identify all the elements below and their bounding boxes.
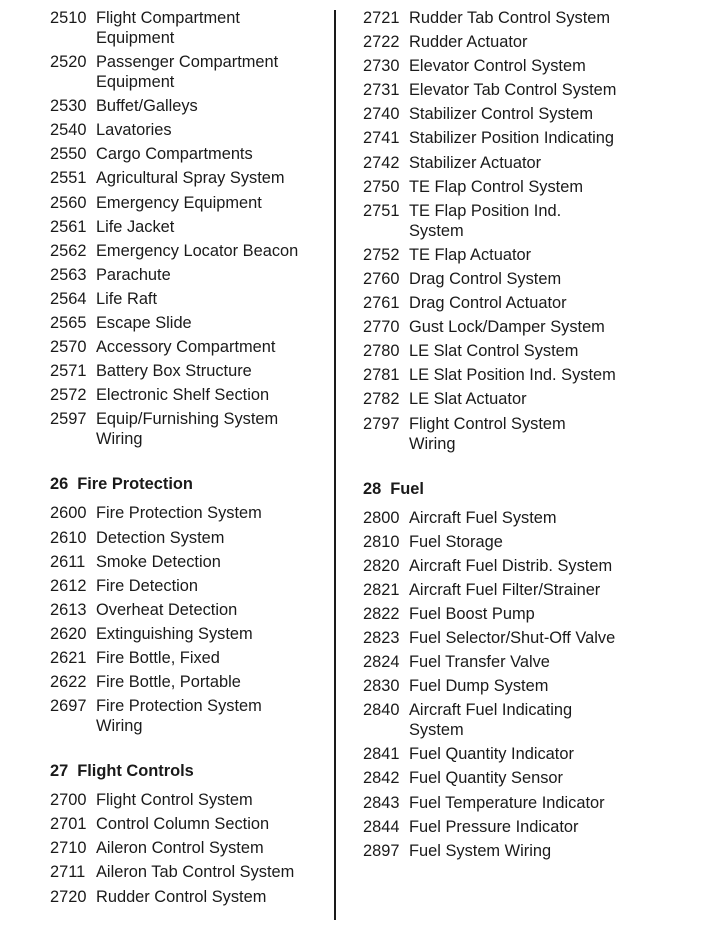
section-number: 27	[50, 762, 69, 781]
entry-name: Fuel Pressure Indicator	[409, 817, 579, 836]
entry-name: Fuel Boost Pump	[409, 604, 535, 623]
list-item	[50, 337, 322, 357]
list-item	[50, 313, 322, 333]
section-number: 26	[50, 475, 69, 494]
entry-code: 2752	[363, 245, 400, 264]
fire-protection-list	[50, 503, 322, 736]
entry-name: Flight Control System	[96, 791, 253, 810]
section-title: Fire Protection	[77, 475, 193, 494]
entry-code: 2840	[363, 701, 400, 720]
list-item	[50, 52, 312, 92]
entry-code: 2571	[50, 362, 87, 381]
entry-name: Elevator Tab Control System	[409, 81, 617, 100]
entry-code: 2572	[50, 386, 87, 405]
entry-code: 2843	[363, 793, 400, 812]
entry-code: 2750	[363, 177, 400, 196]
entry-name: Drag Control System	[409, 269, 562, 288]
entry-name: Fuel Storage	[409, 532, 503, 551]
entry-code: 2782	[363, 390, 400, 409]
entry-code: 2530	[50, 97, 87, 116]
entry-code: 2797	[363, 414, 400, 433]
entry-name: Fire Detection	[96, 576, 199, 595]
entry-name: Fuel Temperature Indicator	[409, 793, 605, 812]
list-item	[363, 177, 713, 197]
entry-code: 2751	[363, 201, 400, 220]
list-item	[363, 604, 713, 624]
entry-name: Life Raft	[96, 289, 158, 308]
entry-code: 2822	[363, 604, 400, 623]
list-item	[363, 8, 713, 28]
entry-name: TE Flap Control System	[409, 177, 583, 196]
entry-name: Emergency Locator Beacon	[96, 241, 299, 260]
list-item	[50, 193, 322, 213]
entry-name: Rudder Actuator	[409, 33, 528, 52]
list-item	[50, 624, 322, 644]
entry-code: 2820	[363, 556, 400, 575]
entry-code: 2697	[50, 697, 87, 716]
list-item	[50, 696, 280, 736]
entry-code: 2730	[363, 57, 400, 76]
entry-name: Flight Compartment Equipment	[96, 9, 240, 47]
entry-code: 2720	[50, 887, 87, 906]
entry-name: Life Jacket	[96, 217, 175, 236]
list-item	[363, 628, 713, 648]
entry-code: 2780	[363, 342, 400, 361]
entry-name: Extinguishing System	[96, 624, 253, 643]
entry-code: 2731	[363, 81, 400, 100]
list-item	[363, 744, 713, 764]
entry-name: TE Flap Actuator	[409, 245, 532, 264]
entry-code: 2824	[363, 653, 400, 672]
entry-code: 2613	[50, 600, 87, 619]
list-item	[363, 414, 583, 454]
entry-code: 2597	[50, 410, 87, 429]
list-item	[363, 580, 713, 600]
entry-code: 2760	[363, 269, 400, 288]
entry-code: 2564	[50, 289, 87, 308]
entry-code: 2561	[50, 217, 87, 236]
list-item	[363, 652, 713, 672]
entry-name: Control Column Section	[96, 815, 270, 834]
entry-code: 2841	[363, 745, 400, 764]
entry-code: 2761	[363, 294, 400, 313]
entry-code: 2701	[50, 815, 87, 834]
entry-code: 2510	[50, 9, 87, 27]
entry-code: 2823	[363, 628, 400, 647]
entry-name: Detection System	[96, 528, 225, 547]
entry-name: Aircraft Fuel Filter/Strainer	[409, 580, 601, 599]
entry-code: 2551	[50, 169, 87, 188]
entry-code: 2830	[363, 677, 400, 696]
list-item	[50, 217, 322, 237]
list-item	[50, 648, 322, 668]
list-item	[363, 389, 713, 409]
entry-code: 2620	[50, 624, 87, 643]
entry-name: Aircraft Fuel System	[409, 508, 557, 527]
entry-name: Fire Protection System	[96, 504, 262, 523]
list-item	[50, 120, 322, 140]
entry-code: 2622	[50, 673, 87, 692]
entry-code: 2742	[363, 153, 400, 172]
section-number: 28	[363, 479, 382, 498]
entry-code: 2842	[363, 769, 400, 788]
entry-name: Escape Slide	[96, 314, 192, 333]
entry-code: 2520	[50, 53, 87, 72]
entry-name: Fuel Selector/Shut-Off Valve	[409, 628, 616, 647]
entry-name: Stabilizer Actuator	[409, 153, 542, 172]
entry-name: Overheat Detection	[96, 600, 238, 619]
entry-name: Fuel Quantity Indicator	[409, 745, 574, 764]
entry-code: 2563	[50, 265, 87, 284]
entry-code: 2560	[50, 193, 87, 212]
entry-name: Flight Control System Wiring	[409, 414, 566, 453]
entry-name: Equip/Furnishing System Wiring	[96, 410, 279, 449]
list-item	[363, 508, 713, 528]
entry-code: 2710	[50, 839, 87, 858]
list-item	[363, 841, 713, 861]
list-item	[50, 790, 322, 810]
entry-name: Aileron Tab Control System	[96, 863, 295, 882]
entry-code: 2540	[50, 121, 87, 140]
list-item	[50, 862, 322, 882]
entry-name: Fuel Dump System	[409, 677, 549, 696]
entry-code: 2800	[363, 508, 400, 527]
list-item	[363, 700, 588, 740]
right-column	[363, 8, 713, 865]
list-item	[363, 793, 713, 813]
list-item	[363, 532, 713, 552]
entry-code: 2562	[50, 241, 87, 260]
entry-code: 2810	[363, 532, 400, 551]
right-top-list	[363, 8, 713, 454]
list-item	[363, 269, 713, 289]
entry-code: 2897	[363, 841, 400, 860]
entry-code: 2844	[363, 817, 400, 836]
entry-name: Fuel Transfer Valve	[409, 653, 550, 672]
entry-code: 2821	[363, 580, 400, 599]
entry-code: 2781	[363, 366, 400, 385]
entry-code: 2610	[50, 528, 87, 547]
list-item	[50, 265, 322, 285]
entry-name: Parachute	[96, 265, 171, 284]
entry-name: Cargo Compartments	[96, 145, 253, 164]
list-item	[50, 552, 322, 572]
list-item	[363, 80, 713, 100]
entry-name: Fuel System Wiring	[409, 841, 552, 860]
entry-name: Aircraft Fuel Indicating System	[409, 701, 573, 740]
list-item	[50, 361, 322, 381]
entry-code: 2611	[50, 552, 86, 571]
left-column	[50, 8, 322, 911]
list-item	[363, 768, 713, 788]
list-item	[50, 8, 278, 48]
entry-name: LE Slat Actuator	[409, 390, 527, 409]
list-item	[50, 503, 322, 523]
section-heading-flight-controls	[50, 761, 322, 781]
entry-name: Emergency Equipment	[96, 193, 262, 212]
entry-name: Stabilizer Control System	[409, 105, 594, 124]
entry-name: Elevator Control System	[409, 57, 586, 76]
list-item	[363, 556, 713, 576]
entry-code: 2740	[363, 105, 400, 124]
list-item	[50, 144, 322, 164]
list-item	[50, 576, 322, 596]
list-item	[363, 104, 713, 124]
list-item	[363, 153, 713, 173]
entry-code: 2565	[50, 314, 87, 333]
entry-name: Electronic Shelf Section	[96, 386, 270, 405]
left-top-list	[50, 8, 322, 449]
entry-name: Rudder Control System	[96, 887, 267, 906]
list-item	[363, 365, 713, 385]
section-heading-fuel	[363, 479, 713, 499]
fuel-list	[363, 508, 713, 861]
flight-controls-list	[50, 790, 322, 906]
entry-name: Agricultural Spray System	[96, 169, 285, 188]
list-item	[363, 293, 713, 313]
list-item	[363, 341, 713, 361]
list-item	[50, 600, 322, 620]
section-title: Flight Controls	[77, 762, 194, 781]
entry-name: Aircraft Fuel Distrib. System	[409, 556, 613, 575]
entry-name: Fire Bottle, Portable	[96, 673, 241, 692]
entry-name: Stabilizer Position Indicating	[409, 129, 614, 148]
entry-code: 2721	[363, 9, 400, 27]
entry-name: Passenger Compartment Equipment	[96, 53, 279, 92]
list-item	[363, 817, 713, 837]
entry-name: Buffet/Galleys	[96, 97, 198, 116]
list-item	[363, 245, 713, 265]
column-divider	[334, 10, 336, 920]
entry-name: Fire Bottle, Fixed	[96, 648, 220, 667]
list-item	[50, 887, 322, 907]
entry-code: 2700	[50, 791, 87, 810]
entry-name: Accessory Compartment	[96, 338, 276, 357]
entry-name: Lavatories	[96, 121, 172, 140]
entry-name: Gust Lock/Damper System	[409, 318, 605, 337]
entry-name: Fire Protection System Wiring	[96, 697, 262, 736]
entry-code: 2550	[50, 145, 87, 164]
entry-code: 2770	[363, 318, 400, 337]
list-item	[50, 409, 300, 449]
entry-name: Rudder Tab Control System	[409, 9, 611, 27]
entry-name: TE Flap Position Ind. System	[409, 201, 562, 240]
entry-code: 2612	[50, 576, 87, 595]
list-item	[50, 96, 322, 116]
list-item	[50, 672, 322, 692]
entry-name: Battery Box Structure	[96, 362, 252, 381]
entry-name: Fuel Quantity Sensor	[409, 769, 563, 788]
section-title: Fuel	[390, 479, 424, 498]
list-item	[50, 528, 322, 548]
entry-name: Aileron Control System	[96, 839, 264, 858]
list-item	[363, 128, 713, 148]
entry-code: 2600	[50, 504, 87, 523]
list-item	[363, 56, 713, 76]
list-item	[50, 838, 322, 858]
entry-name: Smoke Detection	[96, 552, 221, 571]
entry-name: Drag Control Actuator	[409, 294, 567, 313]
list-item	[363, 676, 713, 696]
list-item	[50, 289, 322, 309]
entry-code: 2570	[50, 338, 87, 357]
list-item	[50, 385, 322, 405]
entry-name: LE Slat Control System	[409, 342, 579, 361]
entry-code: 2621	[50, 648, 87, 667]
entry-code: 2711	[50, 863, 86, 882]
list-item	[50, 168, 322, 188]
entry-code: 2722	[363, 33, 400, 52]
entry-code: 2741	[363, 129, 400, 148]
section-heading-fire-protection	[50, 474, 322, 494]
list-item	[50, 241, 322, 261]
entry-name: LE Slat Position Ind. System	[409, 366, 616, 385]
list-item	[363, 201, 578, 241]
list-item	[363, 317, 713, 337]
list-item	[363, 32, 713, 52]
list-item	[50, 814, 322, 834]
